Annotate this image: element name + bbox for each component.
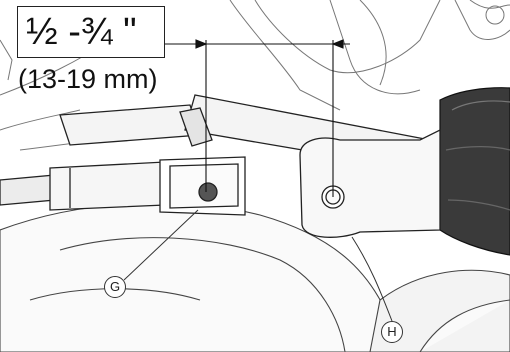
- lower-tie-rod: [0, 157, 245, 215]
- steering-boot: [440, 88, 510, 255]
- callout-h: H: [381, 321, 403, 343]
- callout-g: G: [104, 276, 126, 298]
- dimension-label-metric: (13-19 mm): [18, 64, 158, 94]
- dimension-label-imperial: ½ -¾ ": [17, 6, 165, 58]
- steering-arm-bracket: [300, 130, 440, 237]
